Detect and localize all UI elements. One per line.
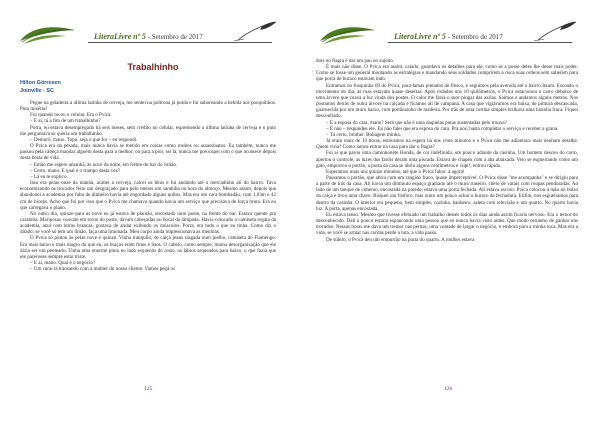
left-header-issue: nº 5: [133, 32, 146, 41]
paragraph: É mais não disse. O Pvica era assim, calado, guardava os detalhes para ele, como se a posse deles lhe desse mais poder. Como se fosse um general montando as estratégias e mandando seus soldados cumprirem à risca suas ordens sem saberem para que porra de buraco estavam indo.: [316, 64, 578, 83]
paragraph: Isso era pelas onze da manhã, acabei a cerveja, calcei os tênis e fui andando até o mercadinho ali do bairro. Tava economizando os trocados feito um desgraçado para pelo menos um sanduba na hora do almoço. Mesmo assim, depois que abandonei a academia por falta de dinheiro havia até engordado alguns quilos. Mas era um cara bombadão, com 1,83m e 42 cm de bíceps. Acho que foi por isso que o Pvica me chamava quando havia um serviço que precisava de força bruta. Era eu que carregava o piano.: [20, 180, 276, 211]
left-header: [0, 24, 300, 46]
author-city: Joinville - SC: [20, 88, 54, 94]
paragraph: – Então me espere amanhã, às nove da noite, em frente do bar do Julião.: [30, 161, 178, 168]
paragraph: Eu estava tenso. Mesmo que tivesse efetuado um trabalho desses todos os dias ainda assim ficaria nervoso. Era o temor do desconhecido. Dali a pouco estaria espancando uma pessoa que eu nunca havia visto antes. Que modo estranho de ganhar uns trocados. Nessas horas me dava um tremor nas pernas, uma vontade de largar o negócio, e embora para a minha toca. Mas era a vida, se você se armar nas cordas perde a luta, a vida passa.: [316, 211, 578, 237]
paragraph: Pegue na geladeira a última latinha de cerveja, me sentei na poltrona já puída e fui saboreando a bebida aos pouquinhos. Puta miséria!: [20, 100, 276, 113]
paragraph: Já eram mais de 10 horas, estávamos na espera há uns vinte minutos e o Pvica não me adiantava mais nenhum detalhe. Quem viria? Como íamos entrar na casa para dar o flagra?: [316, 138, 578, 151]
leaf-ornament-icon: [16, 24, 78, 46]
paragraph: dois no flagra e dar um pau no sujeito.: [316, 58, 395, 64]
right-header-date: - Setembro de 2017: [447, 33, 503, 41]
left-body: [20, 100, 276, 272]
paragraph: – E aí, tá a fim de um trabalhinho?: [30, 118, 101, 125]
author-name: Hilton Görresen: [20, 80, 61, 86]
paragraph: – E a esposa do cara, mano? Será que não é uma daquelas putas sustentadas pelo trouxa?: [326, 119, 507, 126]
right-header-brand: LiteraLivre: [394, 32, 432, 41]
paragraph: Foi quando tocou o celular. Era o Pvica.: [30, 112, 112, 119]
paragraph: Porra, eu estava desempregado há seis meses, sem crédito no celular, espremendo a última latinha de cerveja e o puto me perguntava se queria um trabalhinho.: [20, 124, 276, 137]
paragraph: De súbito, o Pvica deu um empurrão na porta do quarto. A mulher estava: [326, 236, 475, 243]
page-number: 126: [444, 386, 453, 392]
right-page: [300, 0, 600, 424]
right-body: [316, 58, 578, 243]
leaf-ornament-icon: [316, 24, 378, 46]
paragraph: – Tá certo, brother. Bobagem minha.: [326, 131, 401, 138]
paragraph: – Um carai tá transando com a mulher do nosso cliente. Vamos pegá os: [30, 266, 176, 273]
quill-icon: [532, 20, 578, 42]
story-title: Trabalhinho: [127, 62, 179, 72]
right-header: [300, 24, 600, 46]
left-header-brand: LiteraLivre: [94, 32, 132, 41]
left-header-date: - Setembro de 2017: [147, 33, 203, 41]
paragraph: O Pvica era da pesada, mais nunca havia se metido em coisas como roubos ou assassinatos. Eu também, nunca me passou pela cabeça mandar alguém desta para a melhor, ou para a pior, sei lá, nunca me preocupei com o que acontece depois desta bosta de vida.: [20, 143, 276, 162]
paragraph: – E aí, mano. Qual é o negócio?: [30, 260, 96, 267]
right-header-issue: nº 5: [433, 32, 446, 41]
right-header-rule: [388, 42, 572, 43]
paragraph: No outro dia, quinze para as nove eu já estava de plantão, encostado num poste, na frente do bar. Estava quente pra caramba. Mariposas voavam em torno do poste, davam cabeçadas no bocal da lâmpada. Havia colocado a camiseta regata da academia, azul com letras brancas, gostava de andar exibindo os músculos. Porra, era tudo o que eu tinha. Como diz o ditado: se você só tem um limão, faça uma limonada. Meu corpo ainda impressionava as meninas.: [20, 210, 276, 236]
paragraph: – Lá eu te explico.: [30, 173, 68, 180]
paragraph: Esperamos mais uns quinze minutos, até que o Pvica falou: á agora!: [326, 168, 465, 175]
paragraph: – Demorô, mano. Topo, seja o que for – eu respondi.: [30, 136, 138, 143]
paragraph: – É não – respondeu ele. Eu não falei que era esposa do cara. Pra nós, basta completar o serviço e receber a grana.: [326, 125, 559, 132]
quill-icon: [232, 20, 278, 42]
paragraph: Passamos o portão, que abriu com um rangido fraco, quase imperceptível. O Pvica disse "me acompanha" e se dirigiu para a parte de trás da casa. Ali havia um diminuto espaço gramado até o muro traseiro, cheio de varais com roupas penduradas. Ao lado de um tanque de cimento, encostada na parede, estava uma porta fechada. Ali estava escuro. Pvica colocou a mão no bolso da calça e tirou uma chave. Risquei um fósforo, mas outro um pouco achar o buraco da fechadura. Enfim, nos esgueiramos para dentro da casinha. O interior era pequeno, bem simples, cozinha, banheiro, saleta com televisão e um quarto. No quarto havia luz. A porta, apenas encostada.: [316, 174, 578, 212]
left-header-rule: [88, 42, 272, 43]
paragraph: Foi aí que parou uma caminhonete Honda, de cor indefinida, um pouco adiante da casinha. Um homem desceu do carro, apertou o controle, as luzes dos faróis deram uma piscada. Estava de chapéu com a aba abaixada. Veio se esgueirando como um gato, empurrou o portão, a porta da casa se abriu alguns centímetros e vupt!, entrou rápido.: [316, 150, 578, 169]
paragraph: O Pvica só pintou às pelas nove e quinze. Vinha tranquilo, de calça jeans rasgada num joelho, camiseta do Flamengo. Era mais baixo e mais magro do que eu, os braços eram finos e lisos. O cabelo, como sempre, muma desorganização que ele dizia ser um penteado. Tinha uma enorme pinta no lado esquerdo do rosto, os lábios arqueados para baixo, o que fazia que ele parecesse sempre estar triste.: [20, 235, 276, 260]
paragraph: – Certo, mano. E qual é o trampo desta vez?: [30, 167, 121, 174]
page-number: 125: [144, 386, 153, 392]
right-header-title: [394, 32, 503, 41]
left-header-title: [94, 32, 203, 41]
paragraph: Entramos no fusquinha 69 do Pvica, para-lamas pintados de fresco, e seguimos pela avenida até o bairro Itaum. Escoado o movimento do dia, as ruas estavam quase desertas. Após rodados uns 10 quilômetros, o Pvica estacionou o carro debaixo de uma árvore que coava a luz vinda dos postes. O calor me fazia o suor pingar das axilas. Saímos e andamos alguns metros. Nos postamos detrás de outra árvore na calçada e ficamos ali de campana. A casa que vigiávamos era baixa, de pintura descascada, guarnecida por um muro baixo, com portãozinho de madeira. Por trás de uma cortina simples brilhava uma luzinha fraca. Fiquei desconfiado.: [316, 82, 578, 120]
